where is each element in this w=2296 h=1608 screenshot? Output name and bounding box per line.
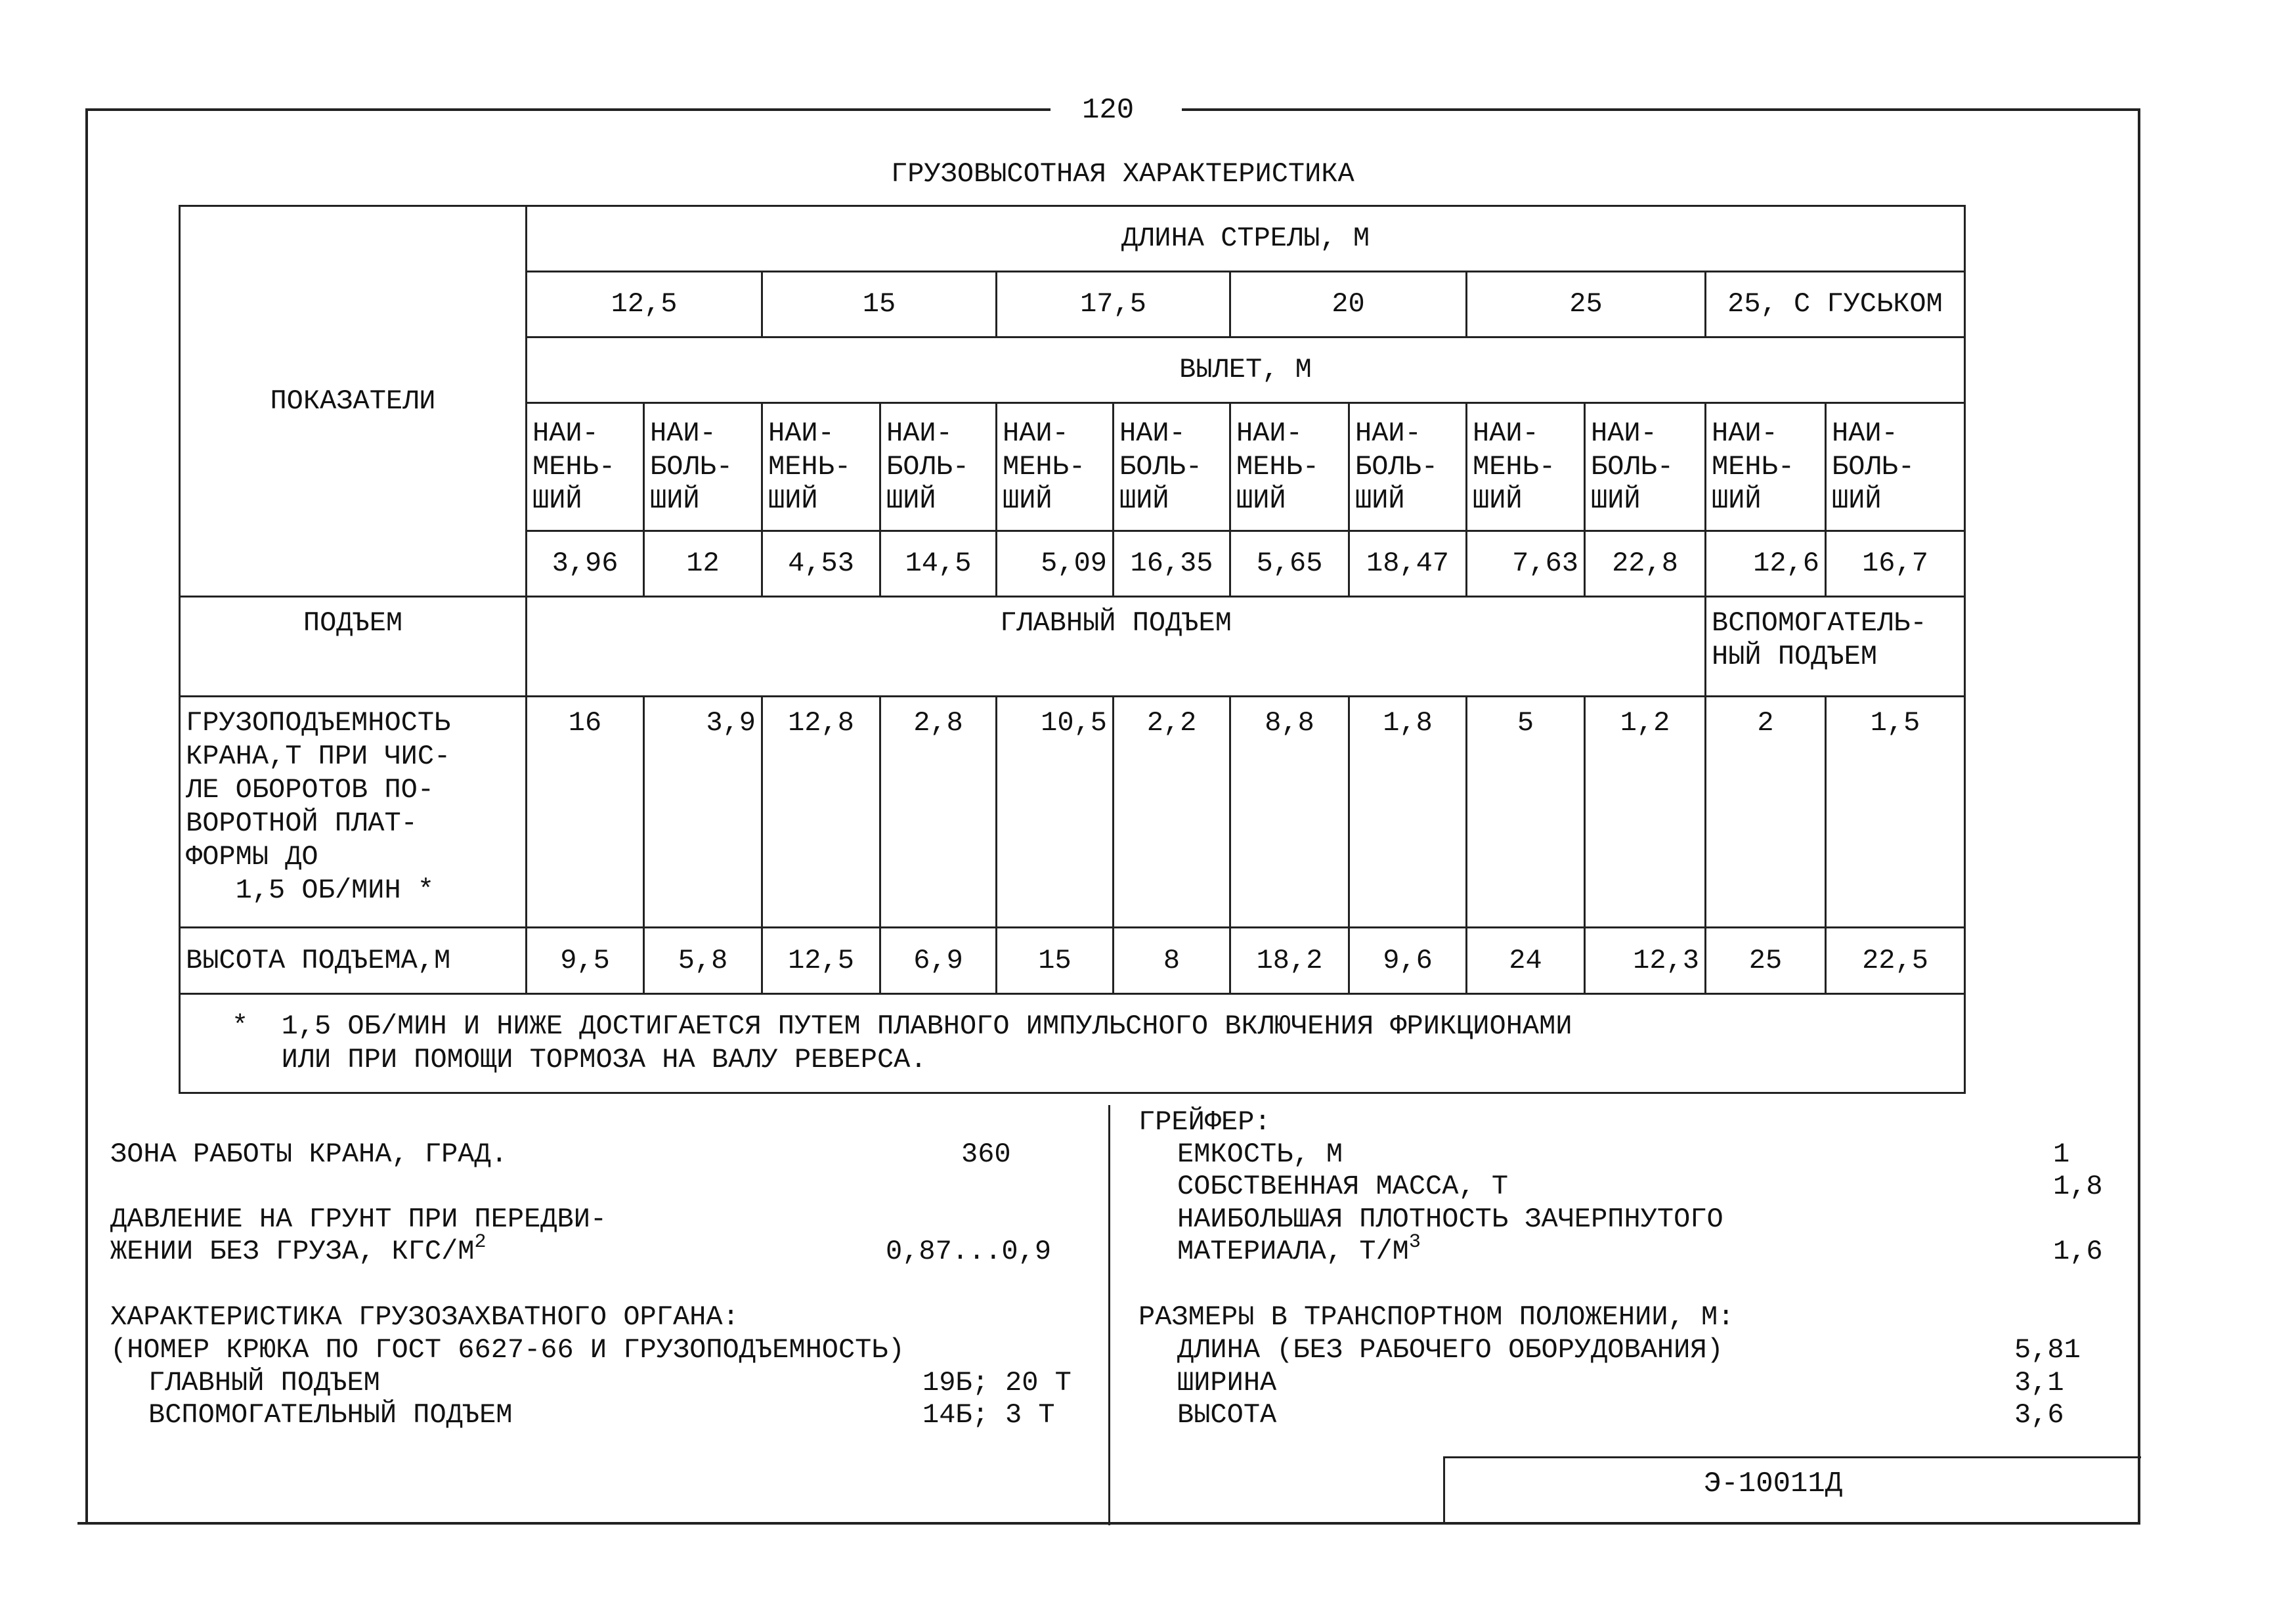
height-label: ВЫСОТА ПОДЪЕМА,М — [180, 928, 527, 994]
frame-top-left — [85, 108, 1051, 111]
transport-width-label: ШИРИНА — [1177, 1367, 1277, 1399]
hook-main-value: 19Б; 20 Т — [922, 1367, 1072, 1399]
ground-pressure-label-text: ЖЕНИИ БЕЗ ГРУЗА, КГС/М — [110, 1236, 475, 1267]
transport-height-label: ВЫСОТА — [1177, 1399, 1277, 1431]
grab-density-unit-exponent: 3 — [1408, 1231, 1421, 1253]
reach-max-label: НАИ- БОЛЬ- ШИЙ — [644, 403, 762, 531]
height-value: 15 — [997, 928, 1114, 994]
capacity-value: 10,5 — [997, 697, 1114, 928]
reach-max-label: НАИ- БОЛЬ- ШИЙ — [880, 403, 997, 531]
ground-pressure-label-line1: ДАВЛЕНИЕ НА ГРУНТ ПРИ ПЕРЕДВИ- — [110, 1204, 607, 1235]
aux-lift-header: ВСПОМОГАТЕЛЬ- НЫЙ ПОДЪЕМ — [1706, 597, 1965, 697]
height-value: 22,5 — [1826, 928, 1965, 994]
boom-length-cell: 15 — [762, 272, 997, 337]
reach-value: 4,53 — [762, 531, 880, 597]
capacity-value: 2,2 — [1114, 697, 1230, 928]
hook-main-label: ГЛАВНЫЙ ПОДЪЕМ — [148, 1367, 380, 1399]
hook-aux-label: ВСПОМОГАТЕЛЬНЫЙ ПОДЪЕМ — [148, 1399, 513, 1431]
reach-min-label: НАИ- МЕНЬ- ШИЙ — [997, 403, 1114, 531]
ground-pressure-unit-exponent: 2 — [474, 1231, 487, 1253]
height-value: 12,3 — [1585, 928, 1706, 994]
reach-value: 3,96 — [527, 531, 644, 597]
reach-min-label: НАИ- МЕНЬ- ШИЙ — [1706, 403, 1826, 531]
grab-capacity-label: ЕМКОСТЬ, М — [1177, 1139, 1343, 1170]
frame-top-right — [1182, 108, 2140, 111]
height-value: 6,9 — [880, 928, 997, 994]
boom-length-header: ДЛИНА СТРЕЛЫ, М — [527, 206, 1965, 272]
capacity-value: 8,8 — [1230, 697, 1349, 928]
ground-pressure-value: 0,87...0,9 — [886, 1236, 1052, 1267]
capacity-value: 5 — [1467, 697, 1585, 928]
capacity-value: 2,8 — [880, 697, 997, 928]
boom-length-cell: 25, С ГУСЬКОМ — [1706, 272, 1965, 337]
spec-column-divider — [1108, 1105, 1110, 1525]
reach-min-label: НАИ- МЕНЬ- ШИЙ — [762, 403, 880, 531]
height-value: 5,8 — [644, 928, 762, 994]
transport-length-label: ДЛИНА (БЕЗ РАБОЧЕГО ОБОРУДОВАНИЯ) — [1177, 1334, 1723, 1366]
reach-value: 22,8 — [1585, 531, 1706, 597]
reach-value: 12,6 — [1706, 531, 1826, 597]
transport-length-value: 5,81 — [2014, 1334, 2081, 1366]
capacity-value: 12,8 — [762, 697, 880, 928]
reach-max-label: НАИ- БОЛЬ- ШИЙ — [1114, 403, 1230, 531]
grab-section-title: ГРЕЙФЕР: — [1138, 1106, 1271, 1138]
reach-min-label: НАИ- МЕНЬ- ШИЙ — [1467, 403, 1585, 531]
reach-value: 18,47 — [1349, 531, 1467, 597]
capacity-value: 1,8 — [1349, 697, 1467, 928]
boom-length-cell: 25 — [1467, 272, 1706, 337]
transport-width-value: 3,1 — [2014, 1367, 2064, 1399]
reach-value: 16,7 — [1826, 531, 1965, 597]
grab-density-label-line1: НАИБОЛЬШАЯ ПЛОТНОСТЬ ЗАЧЕРПНУТОГО — [1177, 1204, 1723, 1235]
capacity-value: 2 — [1706, 697, 1826, 928]
hook-section-subtitle: (НОМЕР КРЮКА ПО ГОСТ 6627-66 И ГРУЗОПОДЪЕМНОСТЬ) — [110, 1334, 905, 1366]
grab-density-label-line2 — [1177, 1231, 1421, 1267]
grab-mass-value: 1,8 — [2053, 1171, 2103, 1202]
reach-value: 7,63 — [1467, 531, 1585, 597]
transport-section-title: РАЗМЕРЫ В ТРАНСПОРТНОМ ПОЛОЖЕНИИ, М: — [1138, 1301, 1735, 1333]
height-value: 25 — [1706, 928, 1826, 994]
page-title: ГРУЗОВЫСОТНАЯ ХАРАКТЕРИСТИКА — [891, 158, 1354, 190]
work-zone-label: ЗОНА РАБОТЫ КРАНА, ГРАД. — [110, 1139, 508, 1170]
grab-mass-label: СОБСТВЕННАЯ МАССА, Т — [1177, 1171, 1509, 1202]
reach-max-label: НАИ- БОЛЬ- ШИЙ — [1826, 403, 1965, 531]
reach-value: 12 — [644, 531, 762, 597]
hook-section-title: ХАРАКТЕРИСТИКА ГРУЗОЗАХВАТНОГО ОРГАНА: — [110, 1301, 739, 1333]
reach-value: 16,35 — [1114, 531, 1230, 597]
page-number: 120 — [1082, 94, 1135, 127]
frame-right — [2138, 108, 2140, 1523]
lift-type-label: ПОДЪЕМ — [180, 597, 527, 697]
reach-value: 5,09 — [997, 531, 1114, 597]
grab-density-value: 1,6 — [2053, 1236, 2103, 1267]
load-height-table — [179, 205, 1966, 1094]
grab-capacity-value: 1 — [2053, 1139, 2070, 1170]
boom-length-cell: 12,5 — [527, 272, 762, 337]
reach-min-label: НАИ- МЕНЬ- ШИЙ — [527, 403, 644, 531]
capacity-label: ГРУЗОПОДЪЕМНОСТЬ КРАНА,Т ПРИ ЧИС- ЛЕ ОБОРОТОВ ПО- ВОРОТНОЙ ПЛАТ- ФОРМЫ ДО 1,5 ОБ/МИН * — [180, 697, 527, 928]
height-value: 9,6 — [1349, 928, 1467, 994]
reach-max-label: НАИ- БОЛЬ- ШИЙ — [1585, 403, 1706, 531]
frame-left — [85, 108, 88, 1523]
indicators-header: ПОКАЗАТЕЛИ — [180, 206, 527, 597]
height-value: 8 — [1114, 928, 1230, 994]
grab-density-label-text: МАТЕРИАЛА, Т/М — [1177, 1236, 1409, 1267]
height-value: 24 — [1467, 928, 1585, 994]
reach-value: 5,65 — [1230, 531, 1349, 597]
capacity-value: 1,2 — [1585, 697, 1706, 928]
capacity-value: 16 — [527, 697, 644, 928]
capacity-value: 3,9 — [644, 697, 762, 928]
boom-length-cell: 17,5 — [997, 272, 1230, 337]
reach-header: ВЫЛЕТ, М — [527, 337, 1965, 403]
reach-max-label: НАИ- БОЛЬ- ШИЙ — [1349, 403, 1467, 531]
main-lift-header: ГЛАВНЫЙ ПОДЪЕМ — [527, 597, 1706, 697]
table-footnote: * 1,5 ОБ/МИН И НИЖЕ ДОСТИГАЕТСЯ ПУТЕМ ПЛАВНОГО ИМПУЛЬСНОГО ВКЛЮЧЕНИЯ ФРИКЦИОНАМИ ИЛИ ПРИ ПОМОЩИ ТОРМОЗА НА ВАЛУ РЕВЕРСА. — [180, 994, 1965, 1093]
hook-aux-value: 14Б; 3 Т — [922, 1399, 1055, 1431]
height-value: 9,5 — [527, 928, 644, 994]
capacity-value: 1,5 — [1826, 697, 1965, 928]
boom-length-cell: 20 — [1230, 272, 1467, 337]
work-zone-value: 360 — [961, 1139, 1011, 1170]
transport-height-value: 3,6 — [2014, 1399, 2064, 1431]
reach-min-label: НАИ- МЕНЬ- ШИЙ — [1230, 403, 1349, 531]
height-value: 18,2 — [1230, 928, 1349, 994]
height-value: 12,5 — [762, 928, 880, 994]
ground-pressure-label-line2 — [110, 1231, 487, 1267]
document-code: Э-10011Д — [1704, 1467, 1843, 1500]
reach-value: 14,5 — [880, 531, 997, 597]
